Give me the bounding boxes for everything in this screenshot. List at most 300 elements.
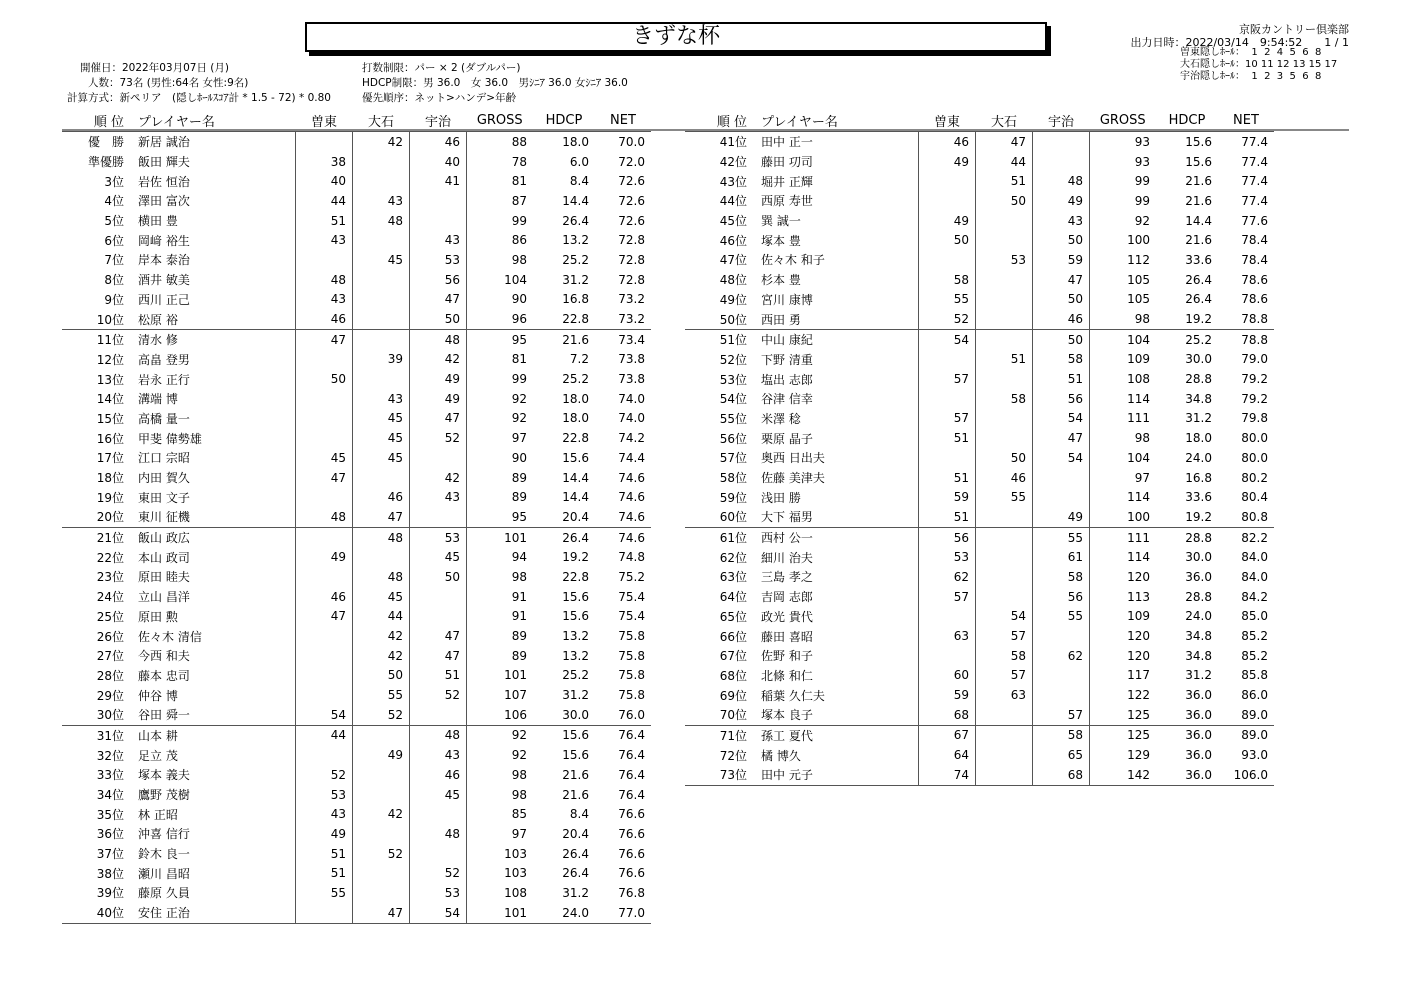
hdcp-cell: 22.8 bbox=[562, 312, 589, 327]
oishi-score-cell bbox=[353, 785, 410, 805]
gross-cell: 92 bbox=[467, 389, 534, 409]
hdcp-cell: 25.2 bbox=[562, 372, 589, 387]
rank-cell: 9位 bbox=[104, 292, 124, 307]
player-name-cell: 藤田 㓛司 bbox=[761, 155, 813, 170]
hdcp-cell: 15.6 bbox=[562, 589, 589, 604]
rank-cell: 53位 bbox=[719, 372, 747, 387]
gross-cell: 98 bbox=[467, 567, 534, 587]
table-row bbox=[685, 369, 1274, 389]
rank-cell: 54位 bbox=[719, 392, 747, 407]
gross-cell: 97 bbox=[1090, 468, 1157, 488]
gross-cell: 94 bbox=[467, 547, 534, 567]
table-row bbox=[685, 211, 1274, 231]
uji-score-cell bbox=[1033, 487, 1090, 507]
oishi-score-cell bbox=[353, 230, 410, 250]
table-row bbox=[685, 428, 1274, 448]
participant-count: 人数：73名 (男性:64名 女性:9名) bbox=[88, 77, 249, 89]
sotou-score-cell bbox=[296, 567, 353, 587]
sotou-score-cell: 51 bbox=[296, 211, 353, 231]
sotou-score-cell bbox=[296, 527, 353, 547]
net-cell: 75.2 bbox=[618, 569, 645, 584]
hdcp-cell: 15.6 bbox=[533, 725, 595, 745]
header-uji: 宇治 bbox=[1047, 115, 1074, 130]
oishi-score-cell bbox=[976, 309, 1033, 329]
gross-cell: 85 bbox=[467, 804, 534, 824]
player-name-cell: 吉岡 志郎 bbox=[761, 590, 813, 605]
oishi-score-cell: 51 bbox=[976, 171, 1033, 191]
uji-score-cell: 52 bbox=[410, 685, 467, 705]
uji-score-cell bbox=[410, 211, 467, 231]
table-row bbox=[62, 745, 651, 765]
sotou-score-cell: 44 bbox=[296, 191, 353, 211]
player-name-cell: 内田 賀久 bbox=[138, 471, 190, 486]
player-name-cell: 岸本 泰治 bbox=[138, 253, 190, 268]
uji-score-cell bbox=[1033, 626, 1090, 646]
hdcp-cell: 26.4 bbox=[562, 846, 589, 861]
hdcp-cell: 24.0 bbox=[1185, 609, 1212, 624]
uji-score-cell: 42 bbox=[410, 468, 467, 488]
player-name-cell: 孫工 夏代 bbox=[749, 725, 919, 745]
table-row bbox=[62, 250, 651, 270]
sotou-score-cell: 48 bbox=[296, 507, 353, 527]
sotou-score-cell: 49 bbox=[919, 211, 976, 231]
gross-cell: 98 bbox=[1090, 428, 1157, 448]
sotou-score-cell: 47 bbox=[296, 607, 353, 627]
uji-score-cell: 45 bbox=[410, 785, 467, 805]
gross-cell: 91 bbox=[467, 587, 534, 607]
oishi-score-cell: 52 bbox=[353, 705, 410, 725]
sotou-score-cell: 49 bbox=[296, 547, 353, 567]
gross-cell: 90 bbox=[467, 448, 534, 468]
uji-score-cell: 56 bbox=[1033, 587, 1090, 607]
hdcp-cell: 19.2 bbox=[1185, 509, 1212, 524]
gross-cell: 95 bbox=[467, 329, 534, 349]
sotou-score-cell: 45 bbox=[296, 448, 353, 468]
uji-score-cell bbox=[410, 705, 467, 725]
gross-cell: 89 bbox=[467, 468, 534, 488]
gross-cell: 104 bbox=[1090, 448, 1157, 468]
priority-order: 優先順序：ネット>ハンデ>年齢 bbox=[362, 92, 517, 104]
net-cell: 74.6 bbox=[618, 470, 645, 485]
header-rank: 順 位 bbox=[93, 115, 124, 130]
hdcp-cell: 21.6 bbox=[562, 787, 589, 802]
net-cell: 77.4 bbox=[1241, 154, 1268, 169]
oishi-score-cell bbox=[353, 171, 410, 191]
oishi-score-cell: 53 bbox=[976, 250, 1033, 270]
net-cell: 80.0 bbox=[1241, 431, 1268, 446]
net-cell: 79.2 bbox=[1241, 372, 1268, 387]
table-row bbox=[62, 547, 651, 567]
sotou-score-cell: 46 bbox=[919, 132, 976, 152]
oishi-score-cell bbox=[353, 329, 410, 349]
rank-cell: 19位 bbox=[96, 490, 124, 505]
table-row bbox=[62, 191, 651, 211]
player-name-cell: 西川 正己 bbox=[138, 292, 190, 307]
net-cell: 76.4 bbox=[618, 748, 645, 763]
table-row bbox=[62, 863, 651, 883]
rank-cell: 71位 bbox=[685, 725, 749, 745]
oishi-score-cell: 46 bbox=[353, 487, 410, 507]
rank-cell: 70位 bbox=[719, 708, 747, 723]
gross-cell: 113 bbox=[1090, 587, 1157, 607]
net-cell: 78.6 bbox=[1241, 292, 1268, 307]
hdcp-cell: 34.8 bbox=[1185, 629, 1212, 644]
hdcp-cell: 18.0 bbox=[1185, 431, 1212, 446]
sotou-score-cell: 57 bbox=[919, 587, 976, 607]
table-row bbox=[62, 309, 651, 329]
oishi-score-cell: 58 bbox=[976, 646, 1033, 666]
table-row bbox=[62, 666, 651, 686]
hdcp-cell: 36.0 bbox=[1185, 748, 1212, 763]
net-cell: 73.8 bbox=[618, 352, 645, 367]
sotou-score-cell: 74 bbox=[919, 765, 976, 785]
gross-cell: 89 bbox=[467, 487, 534, 507]
uji-score-cell: 47 bbox=[1033, 270, 1090, 290]
header-oishi: 大石 bbox=[990, 115, 1017, 130]
player-name-cell: 宮川 康博 bbox=[761, 292, 813, 307]
uji-score-cell: 57 bbox=[1033, 705, 1090, 725]
gross-cell: 87 bbox=[467, 191, 534, 211]
uji-score-cell bbox=[410, 448, 467, 468]
gross-cell: 114 bbox=[1090, 389, 1157, 409]
rank-cell: 38位 bbox=[96, 866, 124, 881]
table-row bbox=[685, 270, 1274, 290]
uji-score-cell bbox=[1033, 666, 1090, 686]
rank-cell: 68位 bbox=[719, 668, 747, 683]
sotou-score-cell bbox=[296, 350, 353, 370]
net-cell: 76.6 bbox=[618, 826, 645, 841]
gross-cell: 81 bbox=[467, 350, 534, 370]
sotou-score-cell: 46 bbox=[296, 309, 353, 329]
table-row bbox=[685, 448, 1274, 468]
rank-cell: 63位 bbox=[719, 570, 747, 585]
rank-cell: 21位 bbox=[62, 527, 126, 547]
rank-cell: 41位 bbox=[685, 132, 749, 152]
uji-score-cell: 59 bbox=[1033, 250, 1090, 270]
net-cell: 76.4 bbox=[618, 767, 645, 782]
gross-cell: 120 bbox=[1090, 646, 1157, 666]
table-row bbox=[685, 666, 1274, 686]
hdcp-cell: 6.0 bbox=[569, 154, 589, 169]
uji-score-cell: 61 bbox=[1033, 547, 1090, 567]
hdcp-cell: 22.8 bbox=[562, 431, 589, 446]
rank-cell: 72位 bbox=[719, 748, 747, 763]
sotou-score-cell bbox=[296, 409, 353, 429]
hdcp-cell: 20.4 bbox=[562, 509, 589, 524]
hdcp-cell: 26.4 bbox=[1185, 272, 1212, 287]
oishi-score-cell: 57 bbox=[976, 666, 1033, 686]
oishi-score-cell bbox=[353, 369, 410, 389]
uji-score-cell: 54 bbox=[1033, 448, 1090, 468]
gross-cell: 103 bbox=[467, 863, 534, 883]
hdcp-cell: 36.0 bbox=[1185, 707, 1212, 722]
player-name-cell: 高橋 量一 bbox=[138, 411, 190, 426]
net-cell: 72.6 bbox=[618, 193, 645, 208]
player-name-cell: 岩佐 恒治 bbox=[138, 174, 190, 189]
table-row bbox=[685, 171, 1274, 191]
table-row bbox=[62, 132, 651, 152]
oishi-score-cell: 48 bbox=[353, 211, 410, 231]
table-header bbox=[62, 110, 651, 132]
hdcp-cell: 25.2 bbox=[562, 252, 589, 267]
sotou-score-cell: 60 bbox=[919, 666, 976, 686]
oishi-score-cell: 47 bbox=[353, 507, 410, 527]
rank-cell: 11位 bbox=[62, 329, 126, 349]
uji-score-cell: 46 bbox=[410, 132, 467, 152]
uji-score-cell: 47 bbox=[410, 646, 467, 666]
rank-cell: 44位 bbox=[719, 194, 747, 209]
table-row bbox=[62, 152, 651, 172]
net-cell: 78.8 bbox=[1241, 312, 1268, 327]
player-name-cell: 浅田 勝 bbox=[761, 490, 801, 505]
oishi-score-cell bbox=[976, 329, 1033, 349]
rank-cell: 16位 bbox=[96, 431, 124, 446]
gross-cell: 93 bbox=[1090, 132, 1157, 152]
sotou-score-cell: 49 bbox=[919, 152, 976, 172]
table-row bbox=[62, 567, 651, 587]
player-name-cell: 本山 政司 bbox=[138, 550, 190, 565]
uji-score-cell: 51 bbox=[410, 666, 467, 686]
rank-cell: 14位 bbox=[96, 392, 124, 407]
gross-cell: 120 bbox=[1090, 567, 1157, 587]
uji-score-cell: 49 bbox=[410, 369, 467, 389]
uji-score-cell: 53 bbox=[410, 250, 467, 270]
results-table-right bbox=[685, 110, 1274, 786]
player-name-cell: 中山 康紀 bbox=[749, 329, 919, 349]
table-row bbox=[62, 270, 651, 290]
oishi-score-cell: 45 bbox=[353, 448, 410, 468]
oishi-score-cell: 45 bbox=[353, 587, 410, 607]
uji-score-cell: 51 bbox=[1033, 369, 1090, 389]
table-row bbox=[685, 705, 1274, 725]
net-cell: 76.4 bbox=[618, 787, 645, 802]
sotou-score-cell: 57 bbox=[919, 369, 976, 389]
net-cell: 80.0 bbox=[1241, 450, 1268, 465]
table-row bbox=[685, 607, 1274, 627]
gross-cell: 114 bbox=[1090, 547, 1157, 567]
sotou-score-cell: 51 bbox=[919, 428, 976, 448]
oishi-score-cell bbox=[353, 765, 410, 785]
header-uji: 宇治 bbox=[424, 115, 451, 130]
sotou-score-cell: 63 bbox=[919, 626, 976, 646]
uji-score-cell: 46 bbox=[410, 765, 467, 785]
net-cell: 74.0 bbox=[618, 411, 645, 426]
gross-cell: 92 bbox=[467, 725, 534, 745]
rank-cell: 17位 bbox=[96, 451, 124, 466]
header-player: プレイヤー名 bbox=[138, 115, 215, 130]
net-cell: 85.2 bbox=[1241, 629, 1268, 644]
gross-cell: 99 bbox=[467, 369, 534, 389]
hdcp-cell: 18.0 bbox=[562, 411, 589, 426]
uji-score-cell: 54 bbox=[1033, 409, 1090, 429]
oishi-score-cell: 39 bbox=[353, 350, 410, 370]
uji-score-cell: 49 bbox=[410, 389, 467, 409]
player-name-cell: 塚本 豊 bbox=[761, 233, 801, 248]
rank-cell: 24位 bbox=[96, 590, 124, 605]
table-row bbox=[62, 587, 651, 607]
rank-cell: 3位 bbox=[104, 174, 124, 189]
table-row bbox=[685, 309, 1274, 329]
sotou-score-cell bbox=[919, 389, 976, 409]
oishi-score-cell bbox=[976, 211, 1033, 231]
player-name-cell: 酒井 敏美 bbox=[138, 273, 190, 288]
hdcp-cell: 24.0 bbox=[533, 903, 595, 923]
player-name-cell: 田中 正一 bbox=[749, 132, 919, 152]
oishi-score-cell bbox=[353, 270, 410, 290]
net-cell: 89.0 bbox=[1241, 707, 1268, 722]
gross-cell: 101 bbox=[467, 527, 534, 547]
table-row bbox=[62, 626, 651, 646]
player-name-cell: 西原 寿世 bbox=[761, 194, 813, 209]
sotou-score-cell: 55 bbox=[296, 883, 353, 903]
oishi-score-cell bbox=[353, 725, 410, 745]
uji-score-cell bbox=[410, 607, 467, 627]
uji-score-cell bbox=[1033, 468, 1090, 488]
player-name-cell: 佐々木 和子 bbox=[761, 253, 825, 268]
net-cell: 73.2 bbox=[618, 312, 645, 327]
table-row bbox=[685, 547, 1274, 567]
gross-cell: 99 bbox=[467, 211, 534, 231]
gross-cell: 97 bbox=[467, 428, 534, 448]
uji-score-cell bbox=[410, 507, 467, 527]
oishi-score-cell: 48 bbox=[353, 567, 410, 587]
table-row bbox=[62, 507, 651, 527]
rank-cell: 51位 bbox=[685, 329, 749, 349]
gross-cell: 98 bbox=[467, 250, 534, 270]
sotou-score-cell: 67 bbox=[919, 725, 976, 745]
hidden-holes-oishi: 大石隠しﾎｰﾙ：10 11 12 13 15 17 bbox=[1180, 59, 1338, 70]
gross-cell: 78 bbox=[467, 152, 534, 172]
net-cell: 75.8 bbox=[618, 629, 645, 644]
sotou-score-cell: 59 bbox=[919, 685, 976, 705]
player-name-cell: 佐藤 美津夫 bbox=[761, 471, 825, 486]
sotou-score-cell: 54 bbox=[296, 705, 353, 725]
net-cell: 77.4 bbox=[1241, 193, 1268, 208]
player-name-cell: 佐々木 清信 bbox=[138, 629, 202, 644]
gross-cell: 93 bbox=[1090, 152, 1157, 172]
hdcp-cell: 28.8 bbox=[1185, 372, 1212, 387]
uji-score-cell: 46 bbox=[1033, 309, 1090, 329]
rank-cell: 準優勝 bbox=[87, 155, 124, 170]
net-cell: 74.2 bbox=[618, 431, 645, 446]
oishi-score-cell: 50 bbox=[353, 666, 410, 686]
table-row bbox=[685, 350, 1274, 370]
oishi-score-cell: 44 bbox=[976, 152, 1033, 172]
header-gross: GROSS bbox=[1099, 113, 1146, 128]
player-name-cell: 栗原 晶子 bbox=[761, 431, 813, 446]
net-cell: 76.4 bbox=[595, 725, 651, 745]
hdcp-cell: 18.0 bbox=[562, 391, 589, 406]
sotou-score-cell: 56 bbox=[919, 527, 976, 547]
net-cell: 72.8 bbox=[618, 252, 645, 267]
net-cell: 85.2 bbox=[1241, 648, 1268, 663]
player-name-cell: 澤田 富次 bbox=[138, 194, 190, 209]
hdcp-cell: 16.8 bbox=[562, 292, 589, 307]
player-name-cell: 田中 元子 bbox=[749, 765, 919, 785]
table-row bbox=[685, 152, 1274, 172]
rank-cell: 65位 bbox=[719, 609, 747, 624]
hdcp-cell: 31.2 bbox=[1185, 668, 1212, 683]
sotou-score-cell: 52 bbox=[919, 309, 976, 329]
gross-cell: 95 bbox=[467, 507, 534, 527]
net-cell: 86.0 bbox=[1241, 688, 1268, 703]
sotou-score-cell: 53 bbox=[296, 785, 353, 805]
gross-cell: 98 bbox=[467, 785, 534, 805]
uji-score-cell: 50 bbox=[1033, 230, 1090, 250]
player-name-cell: 安住 正治 bbox=[126, 903, 296, 923]
hdcp-cell: 34.8 bbox=[1185, 648, 1212, 663]
player-name-cell: 高畠 登男 bbox=[138, 352, 190, 367]
rank-cell: 73位 bbox=[685, 765, 749, 785]
net-cell: 76.6 bbox=[618, 866, 645, 881]
uji-score-cell: 49 bbox=[1033, 191, 1090, 211]
net-cell: 72.6 bbox=[618, 174, 645, 189]
hdcp-cell: 34.8 bbox=[1185, 391, 1212, 406]
oishi-score-cell bbox=[976, 369, 1033, 389]
player-name-cell: 立山 昌洋 bbox=[138, 590, 190, 605]
sotou-score-cell: 43 bbox=[296, 290, 353, 310]
uji-score-cell: 43 bbox=[410, 745, 467, 765]
gross-cell: 106 bbox=[467, 705, 534, 725]
oishi-score-cell bbox=[976, 230, 1033, 250]
table-row bbox=[685, 329, 1274, 349]
gross-cell: 97 bbox=[467, 824, 534, 844]
net-cell: 84.0 bbox=[1241, 550, 1268, 565]
net-cell: 76.0 bbox=[618, 707, 645, 722]
table-row bbox=[685, 567, 1274, 587]
gross-cell: 89 bbox=[467, 646, 534, 666]
oishi-score-cell: 52 bbox=[353, 844, 410, 864]
gross-cell: 108 bbox=[467, 883, 534, 903]
net-cell: 74.6 bbox=[618, 509, 645, 524]
gross-cell: 109 bbox=[1090, 350, 1157, 370]
sotou-score-cell: 40 bbox=[296, 171, 353, 191]
net-cell: 74.6 bbox=[595, 527, 651, 547]
hdcp-limit: HDCP制限：男 36.0 女 36.0 男ｼﾆｱ 36.0 女ｼﾆｱ 36.0 bbox=[362, 77, 628, 89]
player-name-cell: 甲斐 偉勢雄 bbox=[138, 431, 202, 446]
header-net: NET bbox=[610, 113, 636, 128]
gross-cell: 114 bbox=[1090, 487, 1157, 507]
gross-cell: 112 bbox=[1090, 250, 1157, 270]
player-name-cell: 飯山 政広 bbox=[126, 527, 296, 547]
table-row bbox=[62, 428, 651, 448]
table-row bbox=[62, 685, 651, 705]
net-cell: 84.0 bbox=[1241, 569, 1268, 584]
player-name-cell: 塚本 良子 bbox=[761, 708, 813, 723]
uji-score-cell: 52 bbox=[410, 428, 467, 448]
club-name: 京阪カントリー倶楽部 bbox=[1239, 23, 1349, 36]
rank-cell: 60位 bbox=[719, 510, 747, 525]
header-player: プレイヤー名 bbox=[761, 115, 838, 130]
net-cell: 77.4 bbox=[1218, 132, 1274, 152]
net-cell: 73.8 bbox=[618, 372, 645, 387]
oishi-score-cell bbox=[976, 290, 1033, 310]
sotou-score-cell: 55 bbox=[919, 290, 976, 310]
player-name-cell: 藤原 久員 bbox=[138, 886, 190, 901]
gross-cell: 86 bbox=[467, 230, 534, 250]
gross-cell: 101 bbox=[467, 903, 534, 923]
table-row bbox=[62, 290, 651, 310]
net-cell: 72.6 bbox=[618, 213, 645, 228]
uji-score-cell: 47 bbox=[410, 626, 467, 646]
uji-score-cell: 41 bbox=[410, 171, 467, 191]
hdcp-cell: 21.6 bbox=[562, 767, 589, 782]
table-row bbox=[62, 389, 651, 409]
table-row bbox=[62, 369, 651, 389]
table-row bbox=[685, 409, 1274, 429]
player-name-cell: 山本 耕 bbox=[126, 725, 296, 745]
hdcp-cell: 21.6 bbox=[1185, 174, 1212, 189]
